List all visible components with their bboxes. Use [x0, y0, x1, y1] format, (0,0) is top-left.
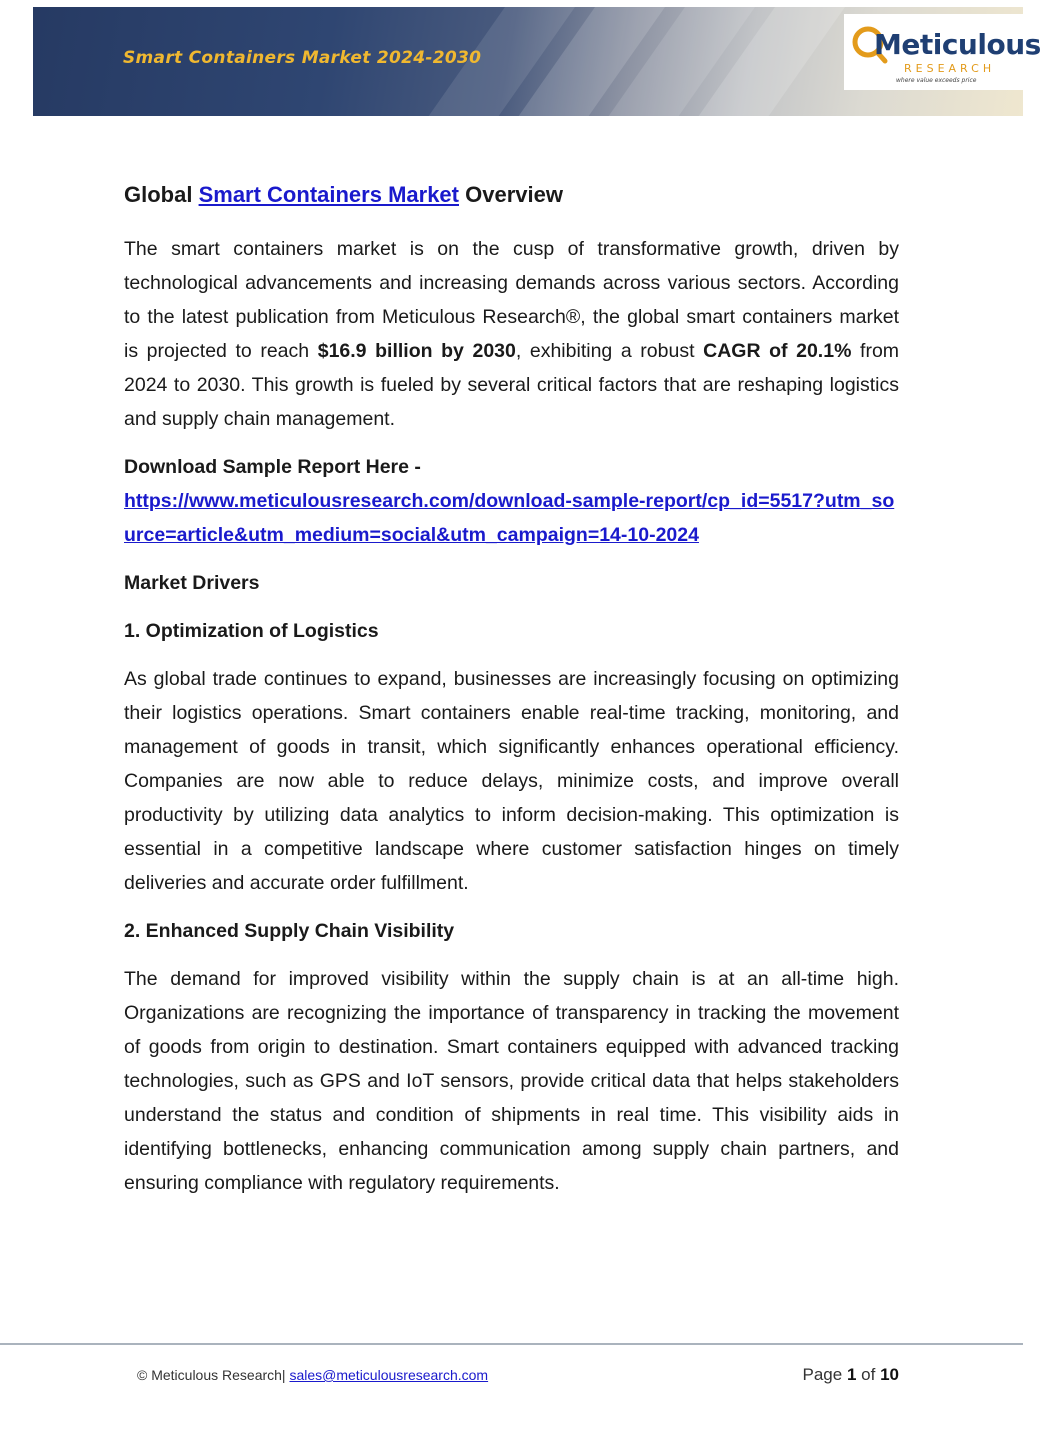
market-link[interactable]: Smart Containers Market [198, 182, 459, 207]
header-banner [33, 7, 1041, 116]
driver2-paragraph: The demand for improved visibility within the supply chain is at an all-time high. Organizations are recognizing the importance of transparency in tracking the movement of goods from origin to destination. Smart containers equipped with advanced tracking technologies, such as GPS and IoT sensors, provide critical data that helps stakeholders understand the status and condition of shipments in real time. This visibility aids in identifying bottlenecks, enhancing communication among supply chain partners, and ensuring compliance with regulatory requirements. [124, 968, 899, 1194]
download-block [124, 450, 899, 552]
page-label: Page [802, 1365, 843, 1384]
logo-wordmark: Meticulous [874, 28, 1041, 61]
driver1-paragraph: As global trade continues to expand, businesses are increasingly focusing on optimizing their logistics operations. Smart containers enable real-time tracking, monitoring, and management of goods in transit, which significantly enhances operational efficiency. Companies are now able to reduce delays, minimize costs, and improve overall productivity by utilizing data analytics to inform decision-making. This optimization is essential in a competitive landscape where customer satisfaction hinges on timely deliveries and accurate order fulfillment. [124, 668, 899, 894]
page-current: 1 [846, 1365, 857, 1384]
intro-paragraph [124, 232, 899, 436]
page-title [124, 172, 899, 218]
download-sample-link[interactable]: https://www.meticulousresearch.com/download-sample-report/cp_id=5517?utm_source=article&utm_medium=social&utm_campaign=14-10-2024 [124, 490, 895, 546]
footer-copyright [137, 1367, 488, 1383]
page-total: 10 [880, 1365, 899, 1384]
driver2-heading: 2. Enhanced Supply Chain Visibility [124, 920, 455, 942]
title-prefix: Global [124, 182, 193, 207]
page-number [803, 1365, 899, 1385]
cagr-highlight: CAGR of 20.1% [703, 340, 852, 362]
copyright-text: © Meticulous Research| [137, 1367, 286, 1383]
logo-tagline: where value exceeds price [896, 77, 977, 84]
market-value-highlight: $16.9 billion by 2030 [317, 340, 516, 362]
article-body [124, 172, 899, 1214]
footer-divider [0, 1343, 1023, 1345]
intro-text-2: , exhibiting a robust [515, 340, 695, 362]
download-label: Download Sample Report Here - [124, 456, 421, 478]
driver1-heading: 1. Optimization of Logistics [124, 620, 379, 642]
drivers-heading: Market Drivers [124, 572, 260, 594]
company-logo [844, 14, 1041, 90]
logo-subtitle: RESEARCH [904, 62, 996, 75]
banner-title: Smart Containers Market 2024-2030 [123, 48, 482, 68]
title-suffix: Overview [465, 182, 563, 207]
intro-text-1: The smart containers market is on the cusp of transformative growth, driven by technological advancements and increasing demands across various sectors. According to the latest publication from Meticulous Research®, the global smart containers market is projected to reach [124, 238, 899, 362]
footer-email-link[interactable]: sales@meticulousresearch.com [289, 1367, 489, 1383]
intro-text-3: from 2024 to 2030. This growth is fueled by several critical factors that are reshaping logistics and supply chain management. [124, 340, 900, 430]
page-of: of [861, 1365, 876, 1384]
